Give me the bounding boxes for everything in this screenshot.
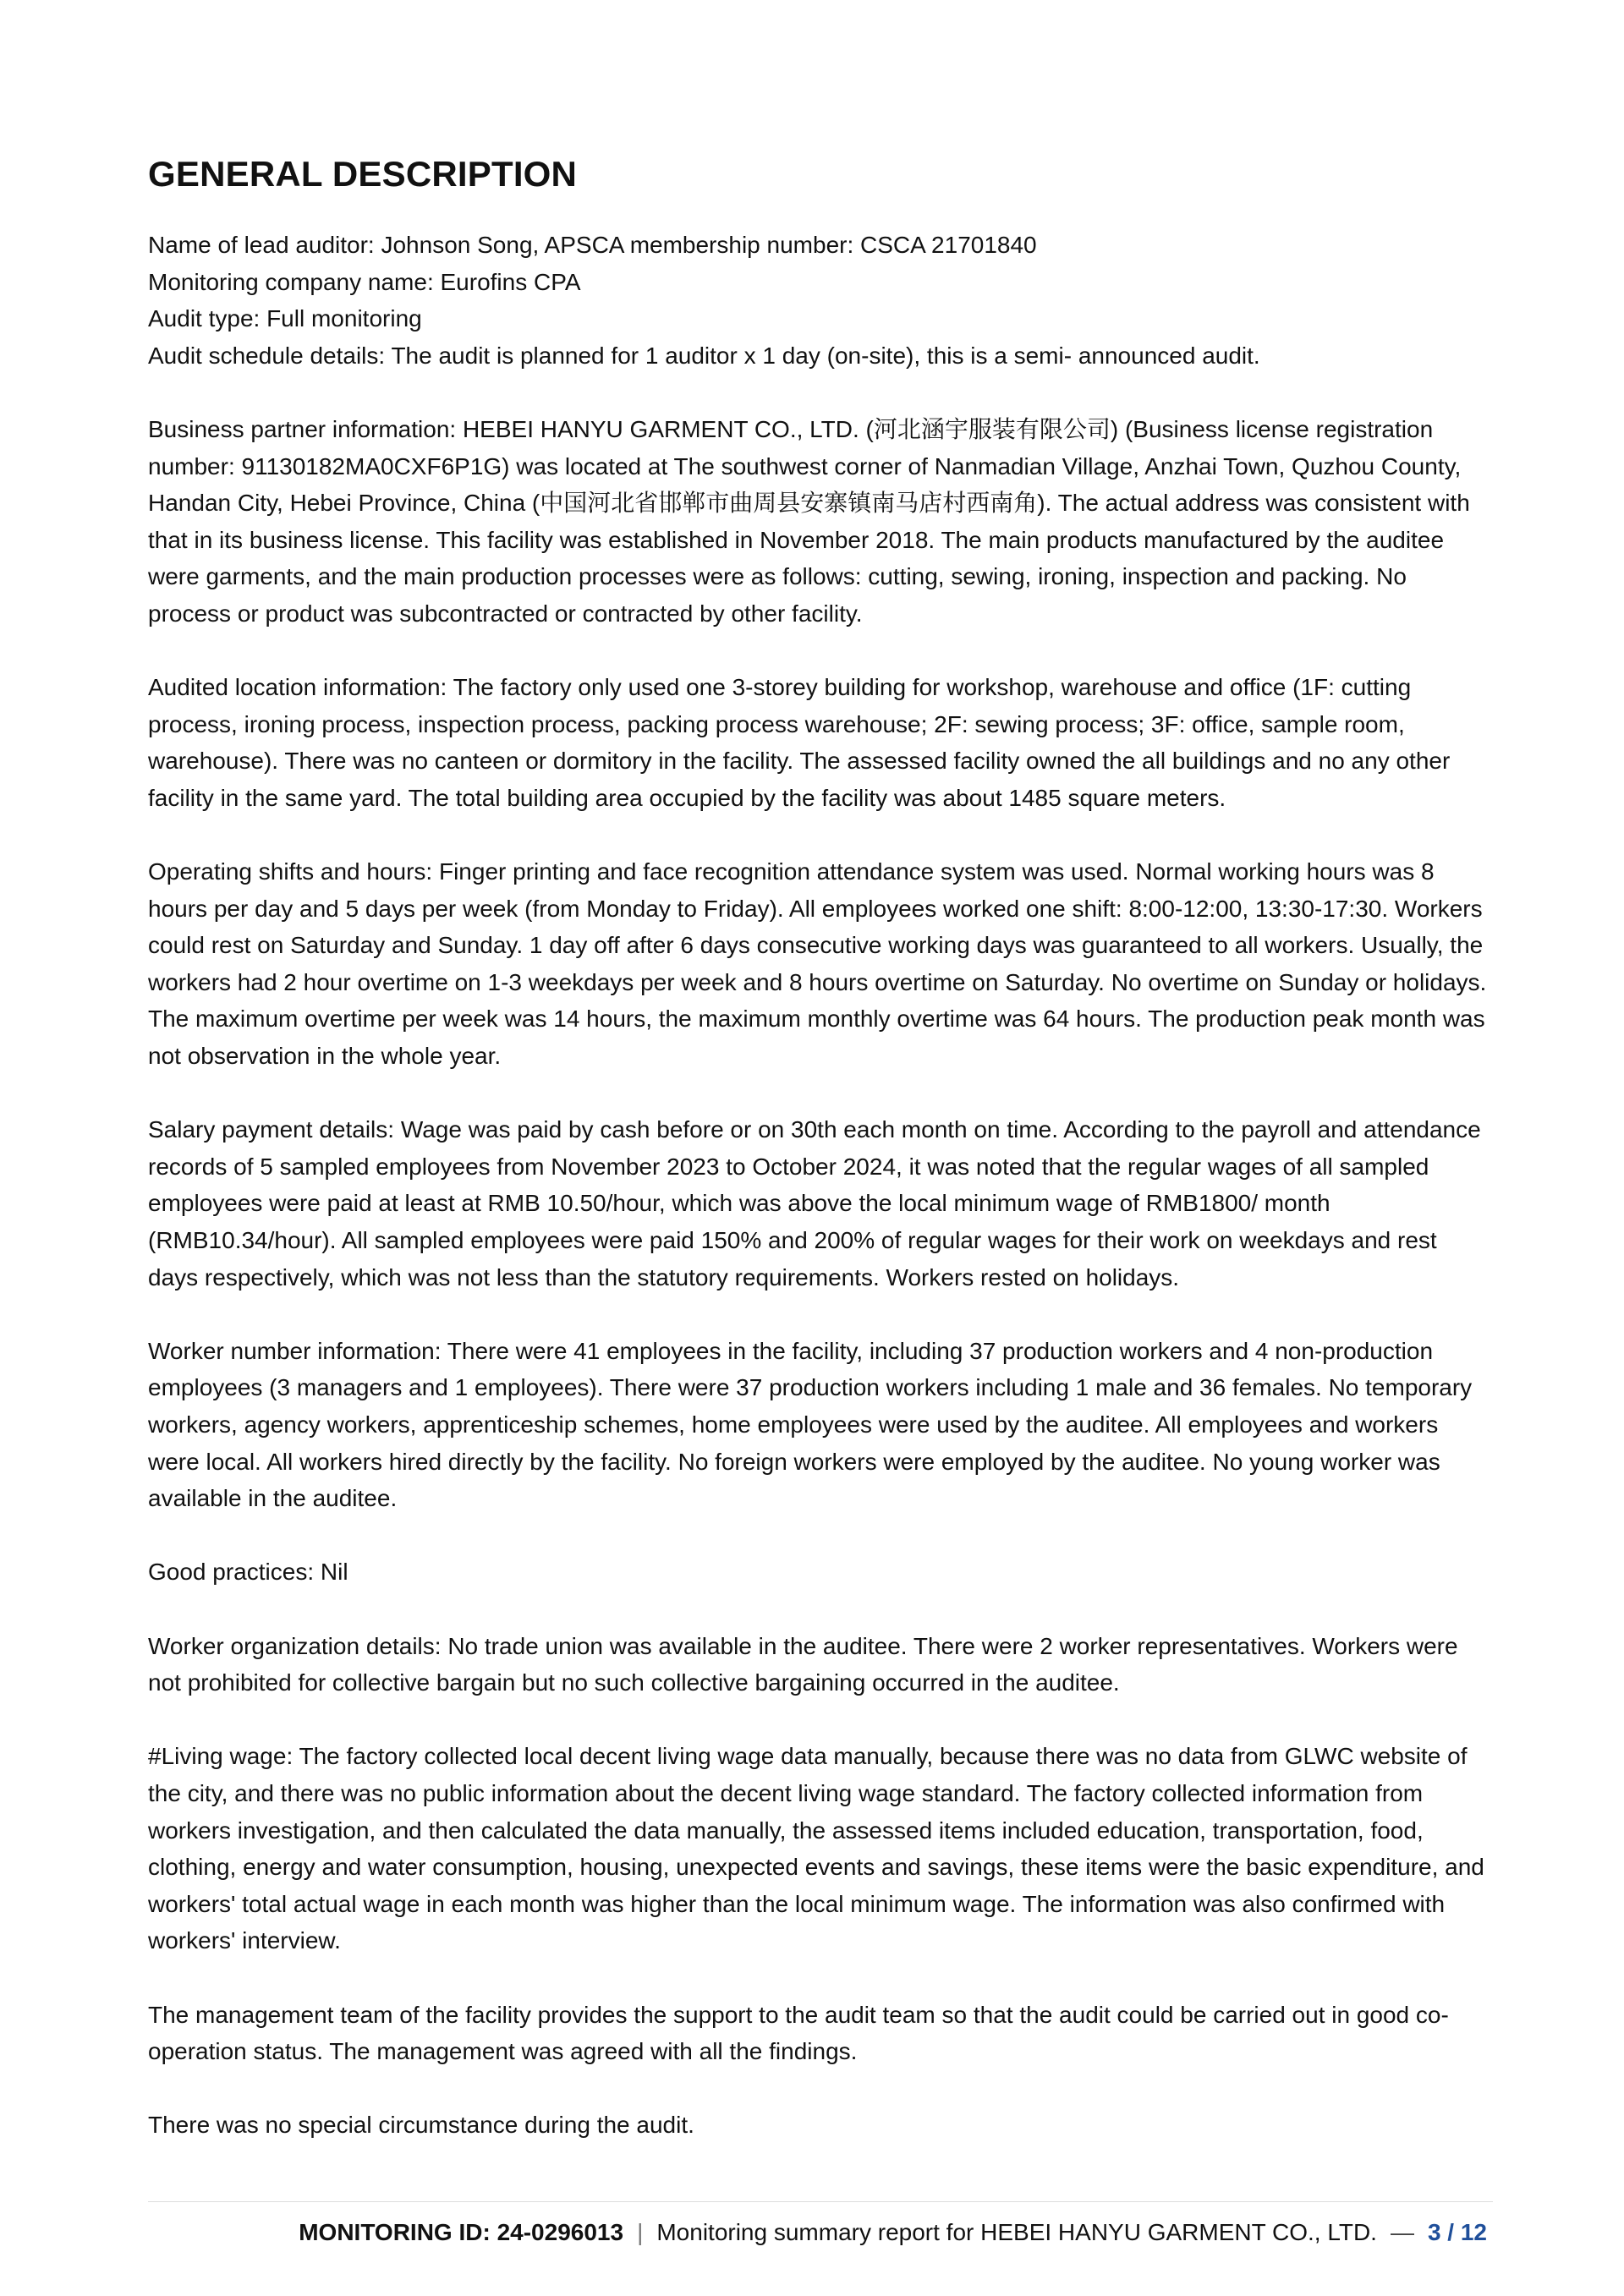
footer-dash: —: [1390, 2219, 1414, 2245]
living-wage-paragraph: #Living wage: The factory collected local decent living wage data manually, because there was no data from GLWC website of the city, and there was no public information about the decent living wage standard. The factory collected information from workers investigation, and then calculated the data manually, the assessed items included education, transportation, food, clothing, energy and water consumption, housing, unexpected events and savings, these items were the basic expenditure, and workers' total actual wage in each month was higher than the local minimum wage. The information was also confirmed with workers' interview.: [148, 1743, 1484, 1954]
footer-separator: |: [637, 2219, 644, 2245]
worker-number-paragraph: Worker number information: There were 41 employees in the facility, including 37 production workers and 4 non-production employees (3 managers and 1 employees). There were 37 production workers including 1 male and 36 females. No temporary workers, agency workers, apprenticeship schemes, home employees were used by the auditee. All employees and workers were local. All workers hired directly by the facility. No foreign workers were employed by the auditee. No young worker was available in the auditee.: [148, 1337, 1473, 1512]
salary-payment-paragraph: Salary payment details: Wage was paid by cash before or on 30th each month on time. According to the payroll and attendance records of 5 sampled employees from November 2023 to October 2024, it was noted that the regular wages of all sampled employees were paid at least at RMB 10.50/hour, which was above the local minimum wage of RMB1800/ month (RMB10.34/hour). All sampled employees were paid 150% and 200% of regular wages for their work on weekdays and rest days respectively, which was not less than the statutory requirements. Workers rested on holidays.: [148, 1116, 1481, 1290]
audit-type-line: Audit type: Full monitoring: [148, 305, 422, 332]
page-footer: [0, 2216, 1487, 2249]
good-practices-paragraph: Good practices: Nil: [148, 1559, 348, 1586]
page-number: 3 / 12: [1427, 2219, 1487, 2245]
page-title: GENERAL DESCRIPTION: [148, 154, 578, 194]
operating-hours-paragraph: Operating shifts and hours: Finger printing and face recognition attendance system was used. Normal working hours was 8 hours per day and 5 days per week (from Monday to Friday). All employees worked one shift: 8:00-12:00, 13:30-17:30. Workers could rest on Saturday and Sunday. 1 day off after 6 days consecutive working days was guaranteed to all workers. Usually, the workers had 2 hour overtime on 1-3 weekdays per week and 8 hours overtime on Saturday. No overtime on Sunday or holidays. The maximum overtime per week was 14 hours, the maximum monthly overtime was 64 hours. The production peak month was not observation in the whole year.: [148, 858, 1487, 1070]
business-partner-paragraph: Business partner information: HEBEI HANYU GARMENT CO., LTD. (河北涵宇服装有限公司) (Business license registration number: 91130182MA0CXF6P1G) was located at The southwest corner of Nanmadian Village, Anzhai Town, Quzhou County, Handan City, Hebei Province, China (中国河北省邯郸市曲周县安寨镇南马店村西南角). The actual address was consistent with that in its business license. This facility was established in November 2018. The main products manufactured by the auditee were garments, and the main production processes were as follows: cutting, sewing, ironing, inspection and packing. No process or product was subcontracted or contracted by other facility.: [148, 415, 1470, 627]
monitoring-id: MONITORING ID: 24-0296013: [299, 2219, 624, 2245]
special-circumstance-paragraph: There was no special circumstance during the audit.: [148, 2112, 694, 2139]
lead-auditor-line: Name of lead auditor: Johnson Song, APSCA membership number: CSCA 21701840: [148, 232, 1037, 258]
audited-location-paragraph: Audited location information: The factory only used one 3-storey building for workshop, warehouse and office (1F: cutting process, ironing process, inspection process, packing process warehouse; 2F: sewing process; 3F: office, sample room, warehouse). There was no canteen or dormitory in the facility. The assessed facility owned the all buildings and no any other facility in the same yard. The total building area occupied by the facility was about 1485 square meters.: [148, 674, 1451, 811]
worker-organization-paragraph: Worker organization details: No trade union was available in the auditee. There were 2 worker representatives. Workers were not prohibited for collective bargain but no such collective bargaining occurred in the auditee.: [148, 1632, 1458, 1696]
monitoring-company-line: Monitoring company name: Eurofins CPA: [148, 268, 581, 295]
footer-divider: [148, 2201, 1493, 2202]
audit-schedule-line: Audit schedule details: The audit is planned for 1 auditor x 1 day (on-site), this is a semi- announced audit.: [148, 342, 1260, 369]
general-description-body: [148, 227, 1493, 2144]
report-title: Monitoring summary report for HEBEI HANYU GARMENT CO., LTD.: [656, 2219, 1377, 2245]
audit-header-block: [148, 227, 1493, 374]
management-support-paragraph: The management team of the facility provides the support to the audit team so that the audit could be carried out in good co-operation status. The management was agreed with all the findings.: [148, 2001, 1449, 2065]
